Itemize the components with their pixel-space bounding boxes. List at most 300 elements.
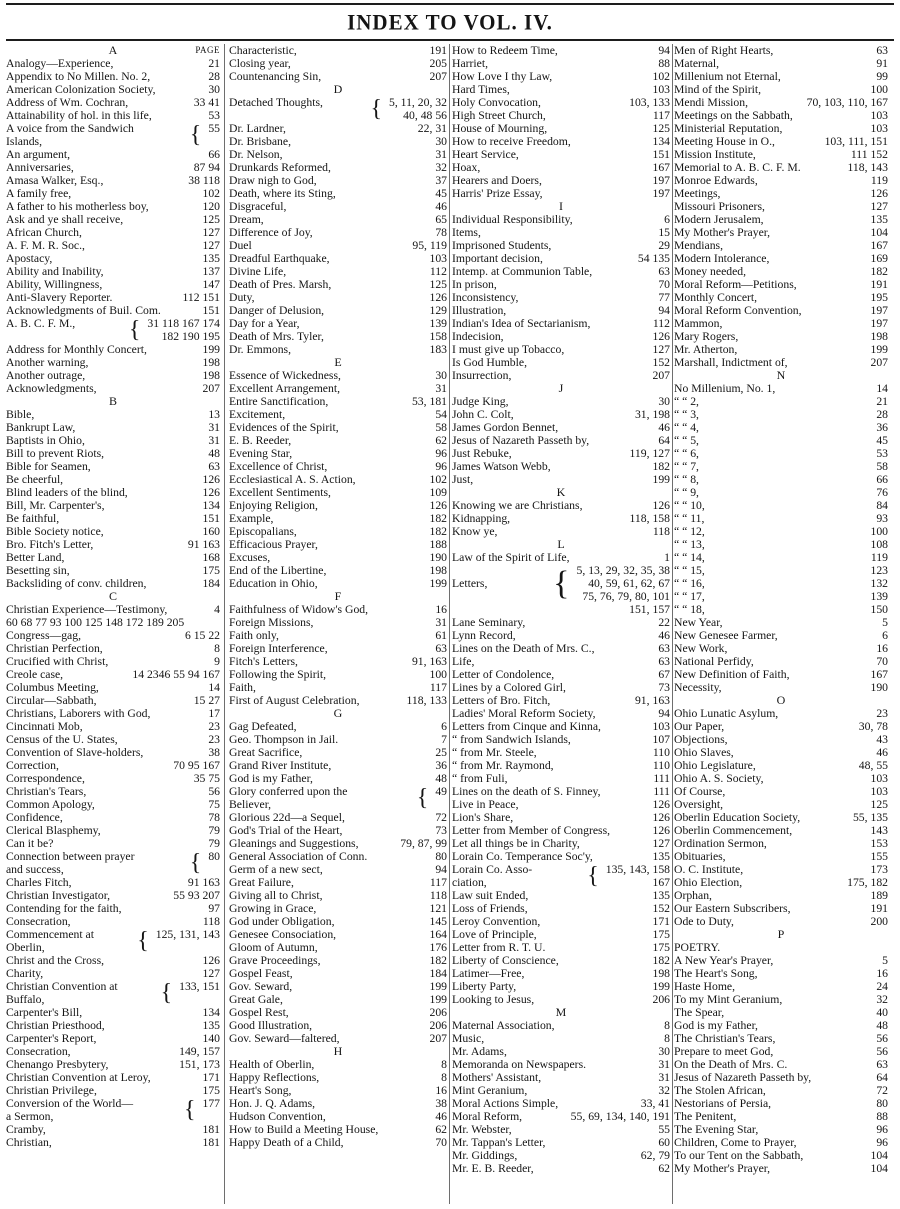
index-entry — [452, 330, 670, 343]
entry-pages: 40 — [876, 1006, 888, 1019]
entry-title: A father to his motherless boy, — [6, 200, 149, 213]
section-letter-text: N — [776, 368, 786, 382]
entry-pages: 62, 79 — [640, 1149, 670, 1162]
entry-title: Closing year, — [229, 57, 291, 70]
index-entry — [6, 902, 220, 915]
entry-title: “ “ 4, — [674, 421, 699, 434]
entry-title: A. B. C. F. M., — [6, 317, 76, 330]
entry-pages: 54 — [435, 408, 447, 421]
entry-pages: 30 — [435, 369, 447, 382]
entry-pages: 53, 181 — [411, 395, 447, 408]
entry-pages: 167 — [870, 239, 888, 252]
entry-title: Liberty Party, — [452, 980, 517, 993]
index-entry — [674, 980, 888, 993]
entry-pages: 118, 143 — [847, 161, 888, 174]
entry-title: Ordination Sermon, — [674, 837, 767, 850]
entry-pages: 117 — [652, 109, 670, 122]
entry-title: James Watson Webb, — [452, 460, 551, 473]
entry-title: God under Obligation, — [229, 915, 335, 928]
entry-title: Mr. Giddings, — [452, 1149, 518, 1162]
index-entry — [674, 122, 888, 135]
section-letter — [452, 486, 670, 499]
entry-title: “ “ 18, — [674, 603, 705, 616]
entry-pages: 15 — [658, 226, 670, 239]
entry-title: Clerical Blasphemy, — [6, 824, 101, 837]
entry-title: Creole case, — [6, 668, 64, 681]
entry-title: Hoax, — [452, 161, 481, 174]
entry-title: Carpenter's Bill, — [6, 1006, 83, 1019]
index-entry — [229, 135, 447, 148]
index-entry — [452, 1097, 670, 1110]
index-entry — [6, 1019, 220, 1032]
entry-title: Ladies' Moral Reform Society, — [452, 707, 596, 720]
entry-pages: 118 — [429, 889, 447, 902]
entry-title: Live in Peace, — [452, 798, 519, 811]
entry-pages: 63 — [658, 642, 670, 655]
index-entry — [452, 434, 670, 447]
index-entry — [452, 733, 670, 746]
entry-title: The Stolen African, — [674, 1084, 766, 1097]
entry-pages: 112 151 — [182, 291, 220, 304]
entry-title: Be faithful, — [6, 512, 60, 525]
index-entry — [6, 616, 220, 629]
entry-pages: 31 118 167 174 182 190 195 — [147, 317, 220, 343]
entry-title: “ “ 10, — [674, 499, 705, 512]
entry-pages: 31 — [208, 434, 220, 447]
entry-pages: 175 — [652, 941, 670, 954]
index-entry — [6, 109, 220, 122]
entry-title: Haste Home, — [674, 980, 736, 993]
entry-title: An argument, — [6, 148, 71, 161]
entry-pages: 199 — [429, 980, 447, 993]
entry-title: Apostacy, — [6, 252, 53, 265]
index-entry — [674, 1019, 888, 1032]
entry-pages: 37 — [435, 174, 447, 187]
entry-pages: 139 — [429, 317, 447, 330]
entry-title: Heart Service, — [452, 148, 519, 161]
index-entry — [674, 239, 888, 252]
entry-title: Harriet, — [452, 57, 489, 70]
index-entry — [6, 824, 220, 837]
section-letter-text: B — [108, 394, 117, 408]
entry-pages: 199 — [202, 343, 220, 356]
index-entry — [452, 460, 670, 473]
entry-title: “ “ 8, — [674, 473, 699, 486]
entry-pages: 49 — [435, 785, 447, 798]
entry-pages: 112 — [429, 265, 447, 278]
entry-pages: 126 — [202, 473, 220, 486]
index-entry — [6, 304, 220, 317]
entry-title: Of Course, — [674, 785, 726, 798]
entry-title: Letter from Member of Congress, — [452, 824, 611, 837]
section-letter-text: H — [333, 1044, 343, 1058]
index-entry — [674, 1097, 888, 1110]
index-entry — [452, 473, 670, 486]
index-entry — [452, 967, 670, 980]
entry-pages: 200 — [870, 915, 888, 928]
entry-pages: 60 — [658, 1136, 670, 1149]
index-entry — [6, 1032, 220, 1045]
entry-title: Grand River Institute, — [229, 759, 332, 772]
entry-title: Is God Humble, — [452, 356, 527, 369]
index-entry — [674, 707, 888, 720]
index-entry — [6, 1123, 220, 1136]
index-column-3 — [452, 44, 670, 1204]
entry-title: Hard Times, — [452, 83, 510, 96]
index-entry — [229, 486, 447, 499]
entry-title: Germ of a new sect, — [229, 863, 323, 876]
entry-pages: 93 — [876, 512, 888, 525]
entry-pages: 198 — [429, 564, 447, 577]
entry-title: Hon. J. Q. Adams, — [229, 1097, 316, 1110]
entry-title: Bill to prevent Riots, — [6, 447, 105, 460]
section-letter-text: K — [556, 485, 566, 499]
index-entry — [6, 564, 220, 577]
index-entry — [229, 980, 447, 993]
index-entry — [229, 96, 447, 122]
index-entry — [674, 135, 888, 148]
entry-title: Ecclesiastical A. S. Action, — [229, 473, 356, 486]
entry-pages: 137 — [202, 265, 220, 278]
entry-title: Faith only, — [229, 629, 279, 642]
entry-pages: 153 — [870, 837, 888, 850]
entry-pages: 94 — [658, 707, 670, 720]
index-entry — [229, 122, 447, 135]
index-entry — [6, 512, 220, 525]
entry-title: Blind leaders of the blind, — [6, 486, 128, 499]
index-entry — [229, 616, 447, 629]
entry-title: Letter from R. T. U. — [452, 941, 546, 954]
index-entry — [452, 681, 670, 694]
entry-title: Christian Investigator, — [6, 889, 111, 902]
entry-pages: 109 — [429, 486, 447, 499]
entry-title: Genesee Consociation, — [229, 928, 337, 941]
entry-pages: 24 — [876, 980, 888, 993]
entry-title: Ohio Lunatic Asylum, — [674, 707, 779, 720]
index-entry — [674, 486, 888, 499]
entry-title: “ from Mr. Raymond, — [452, 759, 554, 772]
entry-title: A New Year's Prayer, — [674, 954, 774, 967]
entry-pages: 91 163 — [187, 876, 220, 889]
index-entry — [674, 603, 888, 616]
entry-pages: 8 — [441, 1058, 447, 1071]
entry-pages: 111 152 — [850, 148, 888, 161]
entry-title: Be cheerful, — [6, 473, 64, 486]
entry-pages: 45 — [876, 434, 888, 447]
entry-title: Another warning, — [6, 356, 89, 369]
entry-pages: 127 — [652, 343, 670, 356]
index-entry — [229, 252, 447, 265]
entry-pages: 38 — [435, 1097, 447, 1110]
entry-title: My Mother's Prayer, — [674, 1162, 771, 1175]
entry-title: Episcopalians, — [229, 525, 297, 538]
column-divider — [224, 44, 225, 1204]
index-entry — [674, 1045, 888, 1058]
entry-pages: 55 — [658, 1123, 670, 1136]
entry-pages: 30 — [658, 1045, 670, 1058]
entry-title: Liberty of Conscience, — [452, 954, 559, 967]
entry-pages: 35 75 — [193, 772, 220, 785]
entry-pages: 126 — [429, 499, 447, 512]
entry-title: Confidence, — [6, 811, 63, 824]
index-entry — [674, 1123, 888, 1136]
index-entry — [674, 421, 888, 434]
entry-pages: 63 — [435, 642, 447, 655]
index-entry — [6, 291, 220, 304]
index-entry — [229, 694, 447, 707]
entry-pages: 140 — [202, 1032, 220, 1045]
brace-glyph: { — [160, 980, 173, 1006]
index-entry — [6, 1045, 220, 1058]
entry-pages: 63 — [876, 1058, 888, 1071]
entry-title: Oberlin Commencement, — [674, 824, 793, 837]
entry-pages: 5 — [882, 616, 888, 629]
entry-title: Love of Principle, — [452, 928, 537, 941]
entry-pages: 190 — [870, 681, 888, 694]
entry-title: Modern Intolerance, — [674, 252, 770, 265]
entry-pages: 80 — [208, 850, 220, 863]
entry-pages: 206 — [429, 1019, 447, 1032]
index-entry — [674, 915, 888, 928]
entry-title: Mint Geranium, — [452, 1084, 528, 1097]
index-entry — [229, 967, 447, 980]
entry-pages: 64 — [658, 434, 670, 447]
index-entry — [6, 356, 220, 369]
entry-title: Know ye, — [452, 525, 498, 538]
entry-pages: 175 — [202, 564, 220, 577]
index-entry — [6, 720, 220, 733]
index-entry — [229, 772, 447, 785]
entry-pages: 58 — [876, 460, 888, 473]
index-entry — [674, 733, 888, 746]
index-entry — [674, 850, 888, 863]
entry-title: Great Sacrifice, — [229, 746, 303, 759]
entry-title: Christians, Laborers with God, — [6, 707, 151, 720]
index-entry — [452, 304, 670, 317]
entry-pages: 67 — [658, 668, 670, 681]
entry-pages: 75 — [208, 798, 220, 811]
section-letter-text: P — [777, 927, 785, 941]
index-entry — [229, 863, 447, 876]
entry-pages: 151 — [202, 512, 220, 525]
index-entry — [674, 525, 888, 538]
entry-title: Gospel Feast, — [229, 967, 293, 980]
index-entry — [229, 44, 447, 57]
section-letter-text: E — [334, 355, 342, 369]
index-entry — [6, 1097, 220, 1123]
entry-title: Loss of Friends, — [452, 902, 528, 915]
entry-pages: 100 — [870, 525, 888, 538]
entry-title: Glory conferred upon the Believer, — [229, 785, 348, 811]
entry-pages: 87 94 — [193, 161, 220, 174]
entry-pages: 95, 119 — [412, 239, 447, 252]
entry-pages: 28 — [208, 70, 220, 83]
entry-title: Divine Life, — [229, 265, 287, 278]
entry-title: Mary Rogers, — [674, 330, 739, 343]
entry-title: Mr. Atherton, — [674, 343, 738, 356]
entry-title: Day for a Year, — [229, 317, 300, 330]
section-letter — [229, 356, 447, 369]
index-entry — [229, 278, 447, 291]
entry-title: Contending for the faith, — [6, 902, 122, 915]
entry-title: “ “ 15, — [674, 564, 705, 577]
entry-title: Fitch's Letters, — [229, 655, 298, 668]
index-entry — [6, 1084, 220, 1097]
entry-title: Gospel Rest, — [229, 1006, 289, 1019]
entry-title: Mothers' Assistant, — [452, 1071, 542, 1084]
entry-title: Evidences of the Spirit, — [229, 421, 339, 434]
entry-pages: 104 — [870, 1149, 888, 1162]
entry-pages: 119 — [870, 551, 888, 564]
index-entry — [229, 538, 447, 551]
index-entry — [229, 187, 447, 200]
entry-pages: 207 — [429, 70, 447, 83]
entry-pages: 28 — [876, 408, 888, 421]
entry-title: Lines on the death of S. Finney, — [452, 785, 601, 798]
index-entry — [674, 408, 888, 421]
entry-pages: 182 — [429, 525, 447, 538]
entry-pages: 197 — [652, 174, 670, 187]
index-entry — [6, 525, 220, 538]
entry-title: “ “ 16, — [674, 577, 705, 590]
index-entry — [674, 642, 888, 655]
entry-pages: 108 — [870, 538, 888, 551]
entry-title: Hearers and Doers, — [452, 174, 542, 187]
index-entry — [674, 590, 888, 603]
entry-pages: 135 — [202, 252, 220, 265]
entry-pages: 169 — [870, 252, 888, 265]
entry-pages: 152 — [652, 902, 670, 915]
entry-pages: 33 41 — [193, 96, 220, 109]
entry-pages: 62 — [435, 1123, 447, 1136]
entry-title: Music, — [452, 1032, 485, 1045]
index-entry — [6, 265, 220, 278]
section-letter-text: L — [557, 537, 565, 551]
entry-title: Excellence of Christ, — [229, 460, 328, 473]
index-entry — [6, 369, 220, 382]
entry-title: New Year, — [674, 616, 723, 629]
section-letter — [452, 382, 670, 395]
index-entry — [452, 941, 670, 954]
index-entry — [6, 499, 220, 512]
entry-pages: 151 — [202, 304, 220, 317]
index-entry — [674, 343, 888, 356]
entry-title: American Colonization Society, — [6, 83, 156, 96]
index-entry — [6, 603, 220, 616]
index-entry — [6, 343, 220, 356]
entry-pages: 56 — [876, 1032, 888, 1045]
index-entry — [229, 291, 447, 304]
entry-pages: 78 — [435, 226, 447, 239]
brace-glyph: { — [416, 785, 429, 811]
section-letter — [229, 590, 447, 603]
entry-title: Ohio Legislature, — [674, 759, 756, 772]
index-entry — [452, 993, 670, 1006]
index-entry — [229, 928, 447, 941]
entry-title: Geo. Thompson in Jail. — [229, 733, 339, 746]
index-entry — [6, 317, 220, 343]
entry-pages: 70, 103, 110, 167 — [806, 96, 888, 109]
entry-pages: 55, 135 — [852, 811, 888, 824]
index-entry — [229, 226, 447, 239]
entry-pages: 173 — [870, 863, 888, 876]
entry-title: Heart's Song, — [229, 1084, 292, 1097]
entry-title: Characteristic, — [229, 44, 297, 57]
entry-title: Excuses, — [229, 551, 271, 564]
entry-title: Letter of Condolence, — [452, 668, 555, 681]
entry-pages: 5, 13, 29, 32, 35, 38 40, 59, 61, 62, 67 75, 76, 79, 80, 101 — [576, 564, 670, 603]
section-letter — [674, 369, 888, 382]
index-entry — [229, 434, 447, 447]
entry-title: On the Death of Mrs. C. — [674, 1058, 788, 1071]
index-entry — [674, 720, 888, 733]
entry-pages: 31 — [658, 1058, 670, 1071]
entry-pages: 151, 173 — [179, 1058, 220, 1071]
entry-title: Oversight, — [674, 798, 724, 811]
entry-title: Let all things be in Charity, — [452, 837, 580, 850]
top-rule — [6, 3, 894, 5]
index-entry — [229, 681, 447, 694]
index-entry — [674, 1162, 888, 1175]
entry-pages: 6 — [664, 213, 670, 226]
index-entry — [6, 122, 220, 148]
entry-pages: 8 — [664, 1019, 670, 1032]
entry-title: Chenango Presbytery, — [6, 1058, 109, 1071]
entry-title: Moral Reform Convention, — [674, 304, 802, 317]
index-entry — [6, 57, 220, 70]
index-entry — [452, 720, 670, 733]
entry-pages: 63 — [876, 44, 888, 57]
index-entry — [229, 1032, 447, 1045]
index-entry — [674, 304, 888, 317]
index-entry — [229, 785, 447, 811]
index-entry — [452, 96, 670, 109]
entry-title: Law of the Spirit of Life, — [452, 551, 570, 564]
entry-pages: 16 — [876, 967, 888, 980]
entry-title: Duty, — [229, 291, 255, 304]
index-entry — [6, 382, 220, 395]
entry-pages: 139 — [870, 590, 888, 603]
entry-pages: 6 — [882, 629, 888, 642]
entry-pages: 46 — [435, 200, 447, 213]
index-entry — [229, 876, 447, 889]
entry-title: Connection between prayer and success, — [6, 850, 135, 876]
entry-title: Law suit Ended, — [452, 889, 529, 902]
entry-title: Memorial to A. B. C. F. M. — [674, 161, 801, 174]
entry-title: Christian Privilege, — [6, 1084, 97, 1097]
index-entry — [229, 759, 447, 772]
entry-pages: 143 — [870, 824, 888, 837]
index-entry — [452, 824, 670, 837]
index-entry — [6, 1006, 220, 1019]
index-entry — [6, 577, 220, 590]
entry-pages: 70 — [435, 1136, 447, 1149]
index-entry — [452, 915, 670, 928]
entry-title: Grave Proceedings, — [229, 954, 321, 967]
index-entry — [452, 863, 670, 889]
entry-title: The Spear, — [674, 1006, 725, 1019]
entry-pages: 38 118 — [188, 174, 220, 187]
index-entry — [229, 889, 447, 902]
entry-title: Insurrection, — [452, 369, 512, 382]
section-letter-text: J — [558, 381, 564, 395]
index-entry — [6, 200, 220, 213]
index-entry — [6, 278, 220, 291]
entry-pages: 94 — [658, 44, 670, 57]
entry-title: National Perfidy, — [674, 655, 754, 668]
entry-title: Happy Reflections, — [229, 1071, 320, 1084]
entry-pages: 167 — [870, 668, 888, 681]
